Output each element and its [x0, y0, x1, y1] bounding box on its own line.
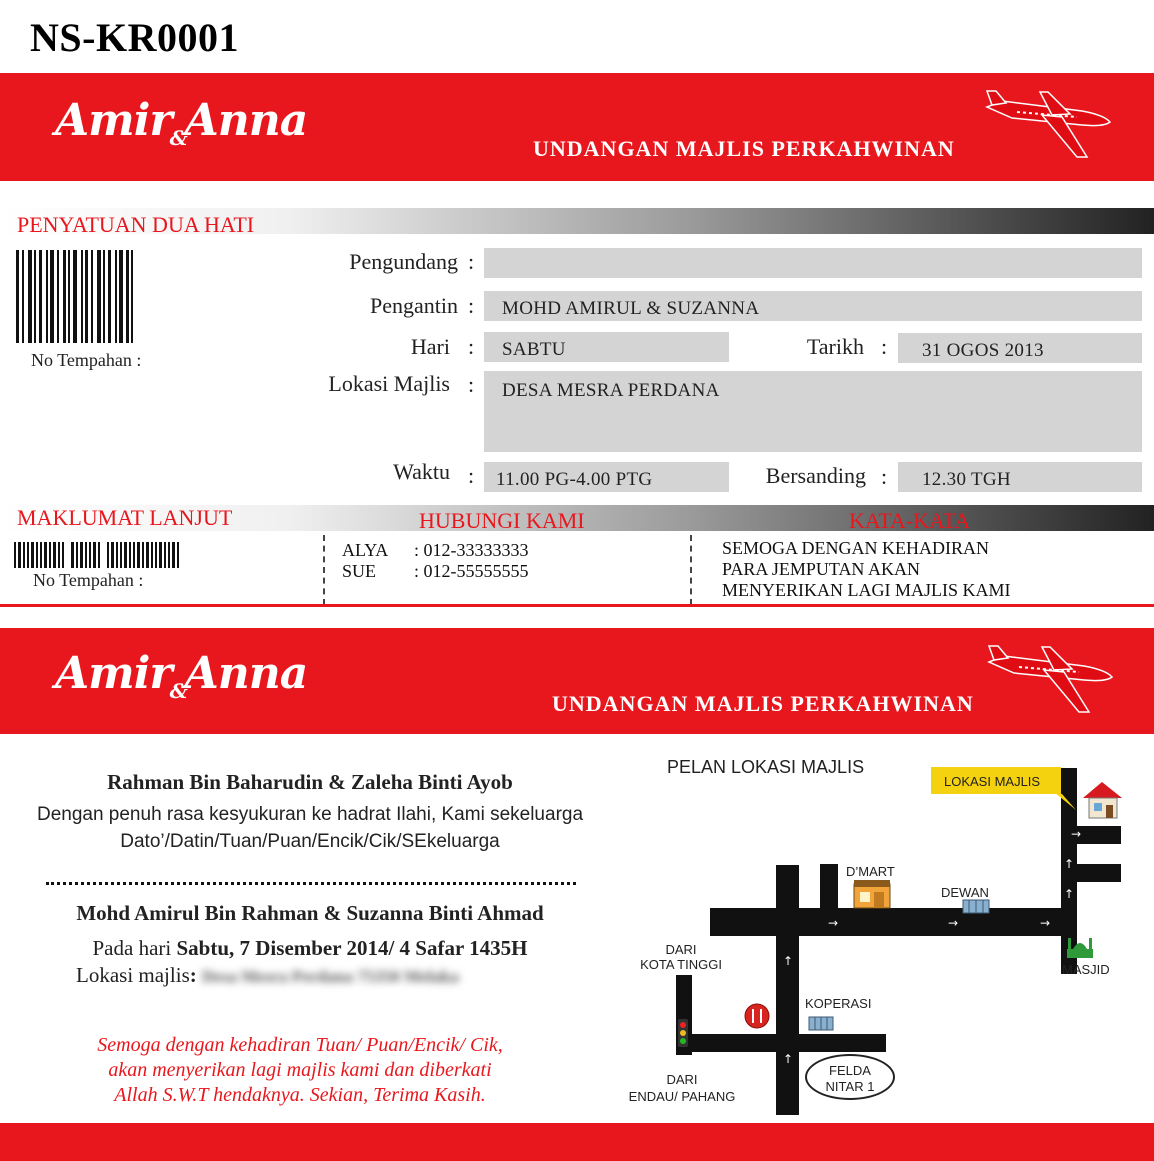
- dmart-label: D’MART: [846, 864, 895, 879]
- shop-icon: [852, 878, 892, 910]
- road-house: [1061, 826, 1121, 844]
- parents-names: Rahman Bin Baharudin & Zaleha Binti Ayob: [107, 770, 513, 794]
- kata-line: SEMOGA DENGAN KEHADIRAN: [722, 538, 989, 558]
- contact-phone: : 012-55555555: [414, 561, 529, 581]
- couple-logo: Amir$_{\&}$Anna: [55, 95, 308, 150]
- banner-title: UNDANGAN MAJLIS PERKAHWINAN: [533, 136, 955, 161]
- bersanding-colon: :: [881, 464, 888, 489]
- invitation-line-2: Dato’/Datin/Tuan/Puan/Encik/Cik/SEkeluarga: [120, 831, 500, 852]
- location-line: Lokasi majlis: Desa Mesra Perdana 75350 Melaka: [76, 963, 459, 987]
- building-icon: [962, 898, 990, 914]
- koperasi-label: KOPERASI: [805, 996, 872, 1011]
- arrow-right-icon: →: [828, 916, 839, 930]
- contact-phone: : 012-33333333: [414, 540, 529, 560]
- couple-logo-2: Amir$_{\&}$Anna: [55, 648, 308, 703]
- pengundang-label: Pengundang: [349, 249, 458, 274]
- hari-field: SABTU: [484, 332, 729, 362]
- bersanding-field: 12.30 TGH: [898, 462, 1142, 492]
- house-icon: [1080, 778, 1125, 823]
- lokasi-colon: :: [468, 372, 475, 397]
- road-dmart: [820, 864, 838, 924]
- waktu-field: 11.00 PG-4.00 PTG: [484, 462, 729, 492]
- section-title-maklumat: MAKLUMAT LANJUT: [17, 505, 233, 530]
- location-value-blurred: Desa Mesra Perdana 75350 Melaka: [202, 967, 459, 986]
- closing-message: Semoga dengan kehadiran Tuan/ Puan/Encik/ Cik, akan menyerikan lagi majlis kami dan diberkati Allah S.W.T hendaknya. Sekian, Terima Kasih.: [97, 1034, 503, 1106]
- masjid-label: MASJID: [1062, 962, 1110, 977]
- road-upper-right: [1075, 864, 1121, 882]
- road-main: [710, 908, 1072, 936]
- no-tempahan-label-2: No Tempahan :: [33, 570, 144, 590]
- restaurant-icon: [744, 1003, 770, 1029]
- waktu-colon: :: [468, 463, 475, 488]
- waktu-label: Waktu: [393, 459, 450, 484]
- kata-line: MENYERIKAN LAGI MAJLIS KAMI: [722, 580, 1011, 600]
- section-title-hubungi: HUBUNGI KAMI: [419, 508, 585, 533]
- lokasi-label: Lokasi Majlis: [328, 371, 450, 396]
- pengundang-colon: :: [468, 249, 475, 274]
- pointer-icon: [1052, 790, 1078, 812]
- arrow-up-icon: ↑: [1064, 857, 1075, 871]
- tarikh-field: 31 OGOS 2013: [898, 333, 1142, 363]
- section-title-penyatuan: PENYATUAN DUA HATI: [17, 212, 255, 237]
- lokasi-field: DESA MESRA PERDANA: [484, 371, 1142, 452]
- arrow-up-icon: ↑: [1064, 887, 1075, 901]
- bersanding-label: Bersanding: [765, 463, 866, 488]
- arrow-right-icon: →: [1040, 916, 1051, 930]
- building-icon: [808, 1015, 834, 1031]
- document-code: NS-KR0001: [30, 15, 239, 60]
- invitation-line-1: Dengan penuh rasa kesyukuran ke hadrat Ilahi, Kami sekeluarga: [36, 804, 584, 825]
- no-tempahan-label: No Tempahan :: [31, 350, 142, 370]
- felda-nitar-label: FELDA NITAR 1: [805, 1054, 895, 1100]
- lokasi-majlis-tag: LOKASI MAJLIS: [931, 767, 1061, 794]
- couple-names: Mohd Amirul Bin Rahman & Suzanna Binti Ahmad: [76, 901, 544, 925]
- dari-kota-tinggi-label: DARI KOTA TINGGI: [640, 942, 722, 972]
- date-line: Pada hari Sabtu, 7 Disember 2014/ 4 Safar 1435H: [92, 936, 528, 960]
- contact-name: SUE: [342, 561, 377, 581]
- bottom-band: [0, 1123, 1154, 1161]
- hari-label: Hari: [410, 334, 450, 359]
- pengantin-label: Pengantin: [370, 293, 458, 318]
- road-vertical-left: [776, 865, 799, 1115]
- banner-title-2: UNDANGAN MAJLIS PERKAHWINAN: [552, 691, 974, 716]
- tarikh-label: Tarikh: [806, 334, 864, 359]
- hari-colon: :: [468, 334, 475, 359]
- section-title-kata: KATA-KATA: [849, 508, 971, 533]
- dari-endau-label: DARI ENDAU/ PAHANG: [628, 1072, 736, 1104]
- kata-line: PARA JEMPUTAN AKAN: [722, 559, 920, 579]
- contact-name: ALYA: [342, 540, 389, 560]
- road-lower: [676, 1034, 886, 1052]
- arrow-right-icon: →: [948, 916, 959, 930]
- tarikh-colon: :: [881, 334, 888, 359]
- pengantin-field: MOHD AMIRUL & SUZANNA: [484, 291, 1142, 321]
- mosque-icon: [1065, 935, 1095, 959]
- dewan-label: DEWAN: [941, 885, 989, 900]
- map-title: PELAN LOKASI MAJLIS: [667, 757, 865, 777]
- pengantin-colon: :: [468, 293, 475, 318]
- arrow-up-icon: ↑: [783, 1052, 794, 1066]
- traffic-light-icon: [677, 1018, 689, 1048]
- arrow-right-icon: →: [1071, 827, 1082, 841]
- arrow-up-icon: ↑: [783, 954, 794, 968]
